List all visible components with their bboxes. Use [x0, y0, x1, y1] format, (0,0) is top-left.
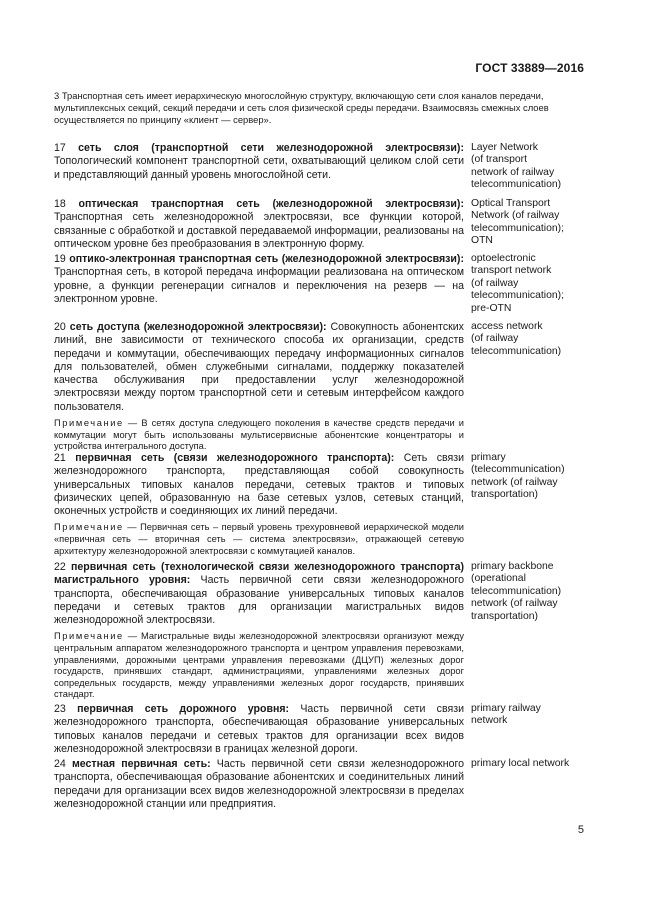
english-equivalent: primary backbone (operational telecommunication) network (of railway transportation) [471, 561, 562, 622]
entry-note: Примечание — Магистральные виды железнодорожной электросвязи организуют между центральным аппаратом железнодорожного транспорта и центром управления перевозками, управлениями, дорожными центрами управления перевозками (ДЦУП) железных дорог государств, принявших стандарт, администрациями, управлениями железных дорог сопредельных государств, между управлениями железных дорог государств, принявших стандарт. [54, 631, 464, 700]
term-entry-23 [54, 703, 584, 756]
english-equivalent: Layer Network (of transport network of railway telecommunication) [471, 142, 562, 191]
page-number: 5 [577, 824, 584, 836]
term-entry-21 [54, 452, 584, 557]
english-equivalent: primary railway network [471, 703, 541, 727]
term-text: 17 сеть слоя (транспортной сети железнодорожной электросвязи): Топологический компонент транспортной сети, охватывающий целиком слой сети и представляющий данный уровень многослойной сети. [54, 142, 464, 181]
term-entry-18 [54, 198, 584, 251]
english-equivalent: access network (of railway telecommunication) [471, 321, 562, 357]
term-text: 23 первичная сеть дорожного уровня: Часть первичной сети связи железнодорожного транспорта, обеспечивающая образование универсальных типовых каналов передачи и сетевых трактов для организации всех видов железнодорожной электросвязи в границах железной дороги. [54, 703, 464, 755]
english-equivalent: primary local network [471, 758, 570, 769]
entry-note: Примечание — Первичная сеть – первый уровень трехуровневой иерархической модели «первичная сеть — вторичная сеть — система электросвязи», отражающей сетевую архитектуру железнодорожной электросвязи с коммутацией каналов. [54, 522, 464, 556]
term-entry-19 [54, 253, 584, 314]
term-text: 20 сеть доступа (железнодорожной электросвязи): Совокупность абонентских линий, вне зависимости от технического способа их организации, средств передачи и коммутации, обеспечивающих передачу информационных сигналов для пользователей, обмен служебными сигналами, поддержку показателей качества обслуживания при предоставлении услуг железнодорожной электросвязи между портом транспортной сети и сетевым интерфейсом каждого пользователя. [54, 321, 464, 413]
term-entry-24 [54, 758, 584, 811]
english-equivalent: Optical Transport Network (of railway telecommunication); OTN [471, 198, 564, 247]
term-text: 24 местная первичная сеть: Часть первичной сети связи железнодорожного транспорта, обеспечивающая образование абонентских и соединительных линий передачи для организации всех видов железнодорожной электросвязи в пределах железнодорожной станции или предприятия. [54, 758, 464, 810]
term-text: 21 первичная сеть (связи железнодорожного транспорта): Сеть связи железнодорожного транспорта, представляющая собой совокупность универсальных типовых каналов передачи, сетевых трактов и типовых физических цепей, образованную на базе сетевых узлов, сетевых станций, оконечных устройств и соединяющих их линий передачи. [54, 452, 465, 518]
term-text: 22 первичная сеть (технологической связи железнодорожного транспорта) магистрального уровня: Часть первичной сети связи железнодорожного транспорта, обеспечивающая образование универсальных типовых каналов передачи и сетевых трактов для организации магистральных видов железнодорожной электросвязи. [54, 561, 465, 627]
entry-note: Примечание — В сетях доступа следующего поколения в качестве средств передачи и коммутации могут быть использованы мультисервисные абонентские концентраторы и устройства интегрального доступа. [54, 418, 464, 452]
term-text: 18 оптическая транспортная сеть (железнодорожной электросвязи): Транспортная сеть железнодорожной электросвязи, все функции которой, связанные с обработкой и доставкой передаваемой информации, реализованы на оптическом уровне без преобразования в электронную форму. [54, 198, 464, 250]
term-text: 19 оптико-электронная транспортная сеть (железнодорожной электросвязи): Транспортная сеть, в которой передача информации реализована на оптическом уровне, а функции регенерации сигналов и переключения на резерв — на электронном уровне. [54, 253, 464, 305]
term-entry-17 [54, 142, 584, 191]
term-entry-20 [54, 321, 584, 453]
term-entry-22 [54, 561, 584, 701]
english-equivalent: optoelectronic transport network (of railway telecommunication); pre-OTN [471, 253, 564, 314]
english-equivalent: primary (telecommunication) network (of railway transportation) [471, 452, 565, 501]
intro-note: 3 Транспортная сеть имеет иерархическую многослойную структуру, включающую сети слоя каналов передачи, мультиплексных секций, секций передачи и сеть слоя физической среды передачи. Взаимосвязь смежных слоев осуществляется по принципу «клиент — сервер». [54, 90, 549, 126]
document-code: ГОСТ 33889—2016 [475, 61, 584, 75]
